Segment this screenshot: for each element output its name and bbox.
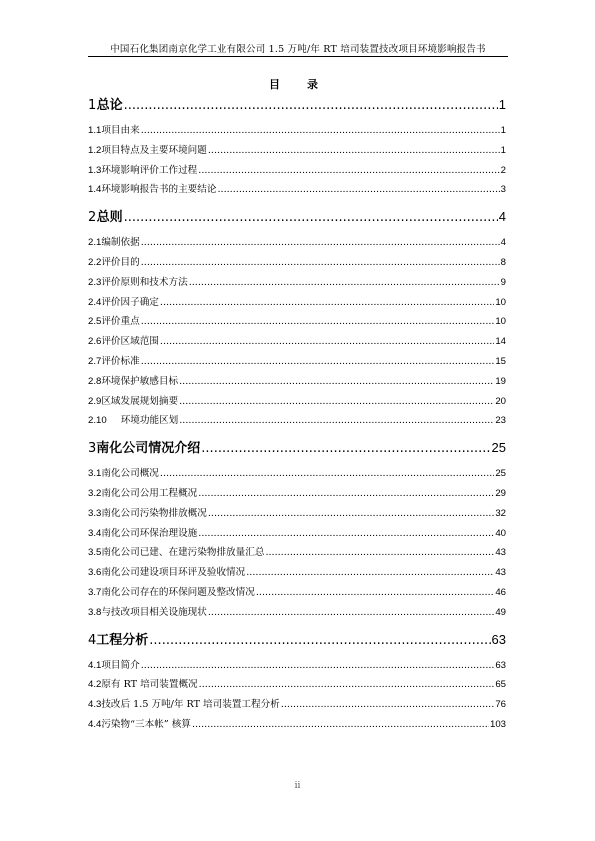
toc-leader-dots: [179, 372, 494, 392]
toc-entry-page: 10: [495, 296, 506, 308]
toc-leader-dots: [141, 233, 500, 253]
toc-leader-dots: [265, 543, 494, 563]
toc-section-entry[interactable]: [88, 161, 506, 181]
toc-section-entry[interactable]: [88, 273, 506, 293]
toc-entry-number: 3.3: [88, 507, 102, 519]
toc-entry-number: 4.4: [88, 718, 102, 730]
toc-entry-number: 2.5: [88, 316, 102, 328]
toc-entry-page: 15: [495, 355, 506, 367]
toc-entry-number: 3.2: [88, 487, 102, 499]
toc-entry-title: 评价因子确定: [101, 296, 159, 308]
toc-entry-number: 4.3: [88, 699, 102, 711]
toc-entry-number: 4.1: [88, 659, 102, 671]
toc-leader-dots: [201, 436, 490, 462]
toc-entry-page: 3: [500, 184, 506, 196]
toc-entry-title: 环境影响报告书的主要结论: [101, 184, 217, 196]
toc-chapter-entry[interactable]: [88, 627, 506, 653]
toc-leader-dots: [281, 695, 495, 715]
toc-entry-number: 1.1: [88, 125, 102, 136]
toc-section-entry[interactable]: [88, 695, 506, 715]
toc-entry-page: 19: [495, 375, 506, 387]
toc-entry-title: 南化公司污染物排放概况: [101, 507, 207, 519]
toc-entry-title: 南化公司建设项目环评及验收情况: [101, 567, 246, 579]
toc-section-entry[interactable]: [88, 332, 506, 352]
toc-leader-dots: [149, 628, 490, 654]
toc-section-entry[interactable]: [88, 484, 506, 504]
toc-leader-dots: [124, 93, 498, 119]
toc-entry-page: 9: [500, 276, 506, 288]
toc-leader-dots: [199, 675, 495, 695]
toc-entry-page: 103: [489, 718, 506, 730]
toc-entry-number: 3.1: [88, 468, 102, 480]
toc-entry-page: 49: [495, 606, 506, 618]
toc-leader-dots: [198, 484, 494, 504]
toc-entry-page: 23: [495, 415, 506, 427]
toc-entry-number: 3.7: [88, 586, 102, 598]
toc-leader-dots: [217, 180, 499, 200]
toc-entry-number: 3: [88, 441, 97, 457]
toc-entry-number: 3.6: [88, 567, 102, 579]
toc-entry-title: 项目特点及主要环境问题: [101, 144, 207, 156]
toc-leader-dots: [189, 273, 500, 293]
toc-entry-page: 46: [495, 586, 506, 598]
toc-chapter-entry[interactable]: [88, 92, 506, 118]
toc-leader-dots: [124, 205, 498, 231]
toc-entry-number: 3.4: [88, 527, 102, 539]
toc-leader-dots: [192, 715, 489, 735]
toc-leader-dots: [160, 293, 494, 313]
toc-entry-title: 南化公司已建、在建污染物排放量汇总: [101, 547, 265, 559]
toc-entry-page: 32: [495, 507, 506, 519]
toc-section-entry[interactable]: [88, 392, 506, 412]
toc-section-entry[interactable]: [88, 233, 506, 253]
toc-section-entry[interactable]: [88, 411, 506, 431]
toc-entry-title: 技改后 1.5 万吨/年 RT 培司装置工程分析: [101, 699, 280, 711]
toc-entry-page: 63: [495, 659, 506, 671]
toc-entry-number: 2.2: [88, 256, 102, 268]
toc-section-entry[interactable]: [88, 253, 506, 273]
toc-section-entry[interactable]: [88, 524, 506, 544]
toc-entry-number: 1.2: [88, 144, 102, 156]
toc-entry-page: 63: [491, 631, 506, 647]
toc-entry-title: 项目由来: [101, 125, 140, 136]
toc-entry-number: 4: [88, 632, 97, 648]
toc-entry-title: 南化公司情况介绍: [96, 441, 201, 457]
toc-entry-title: 总论: [96, 98, 123, 113]
toc-leader-dots: [160, 464, 494, 484]
toc-entry-page: 76: [495, 699, 506, 711]
toc-section-entry[interactable]: [88, 293, 506, 313]
toc-section-entry[interactable]: [88, 603, 506, 623]
toc-section-entry[interactable]: [88, 563, 506, 583]
toc-entry-page: 25: [495, 468, 506, 480]
toc-entry-number: 2.9: [88, 395, 102, 407]
toc-section-entry[interactable]: [88, 121, 506, 141]
toc-leader-dots: [179, 392, 494, 412]
toc-leader-dots: [198, 524, 494, 544]
toc-chapter-entry[interactable]: [88, 435, 506, 461]
toc-entry-title: 评价目的: [101, 256, 140, 268]
toc-entry-number: 3.5: [88, 547, 102, 559]
toc-section-entry[interactable]: [88, 583, 506, 603]
toc-entry-number: 2.4: [88, 296, 102, 308]
toc-entry-number: 2.6: [88, 336, 102, 348]
toc-entry-title: 南化公司环保治理设施: [101, 527, 198, 539]
toc-entry-title: 项目简介: [101, 659, 140, 671]
toc-section-entry[interactable]: [88, 312, 506, 332]
toc-entry-number: 2.1: [88, 237, 102, 249]
toc-entry-title: 评价区域范围: [101, 336, 159, 348]
toc-entry-page: 10: [495, 316, 506, 328]
toc-entry-number: 2.7: [88, 355, 102, 367]
running-header: 中国石化集团南京化学工业有限公司 1.5 万吨/年 RT 培司装置技改项目环境影响报告书: [110, 44, 486, 55]
toc-leader-dots: [141, 121, 500, 141]
toc-entry-number: 4.2: [88, 679, 102, 691]
toc-section-entry[interactable]: [88, 352, 506, 372]
header-rule: [88, 56, 508, 57]
toc-section-entry[interactable]: [88, 180, 506, 200]
toc-section-entry[interactable]: [88, 372, 506, 392]
toc-leader-dots: [256, 583, 494, 603]
toc-entry-page: 14: [495, 336, 506, 348]
toc-section-entry[interactable]: [88, 675, 506, 695]
toc-chapter-entry[interactable]: [88, 204, 506, 230]
toc-entry-page: 65: [495, 679, 506, 691]
toc-entry-title: 环境保护敏感目标: [101, 375, 179, 387]
toc-entry-number: 2: [88, 210, 97, 226]
toc-leader-dots: [208, 603, 494, 623]
toc-leader-dots: [246, 563, 494, 583]
toc-section-entry[interactable]: [88, 464, 506, 484]
toc-entry-page: 25: [491, 440, 506, 456]
toc-leader-dots: [208, 504, 494, 524]
toc-entry-number: 2.3: [88, 276, 102, 288]
toc-entry-page: 1: [500, 144, 506, 156]
toc-entry-title: 原有 RT 培司装置概况: [101, 679, 198, 691]
toc-entry-title: 总则: [96, 210, 123, 226]
toc-entry-title: 评价标准: [101, 355, 140, 367]
toc-section-entry[interactable]: [88, 504, 506, 524]
toc-entry-title: 编制依据: [101, 237, 140, 249]
toc-entry-number: 2.10: [88, 415, 107, 427]
toc-leader-dots: [179, 411, 494, 431]
toc-entry-page: 4: [500, 237, 506, 249]
toc-entry-page: 1: [500, 125, 506, 136]
table-of-contents: [88, 92, 506, 735]
toc-entry-page: 2: [500, 164, 506, 176]
toc-entry-title: 南化公司概况: [101, 468, 159, 480]
page-number: ii: [294, 781, 301, 791]
toc-section-entry[interactable]: [88, 141, 506, 161]
toc-entry-title: 评价重点: [101, 316, 140, 328]
toc-entry-number: 3.8: [88, 606, 102, 618]
toc-entry-page: 29: [495, 487, 506, 499]
toc-leader-dots: [160, 332, 494, 352]
toc-entry-page: 43: [495, 567, 506, 579]
toc-entry-number: 1: [88, 98, 97, 113]
toc-entry-title: 污染物“三本帐” 核算: [101, 718, 191, 730]
toc-entry-title: 南化公司公用工程概况: [101, 487, 198, 499]
toc-title: 目 录: [269, 78, 326, 91]
toc-section-entry[interactable]: [88, 543, 506, 563]
toc-entry-title: 南化公司存在的环保问题及整改情况: [101, 586, 255, 598]
toc-entry-number: 1.4: [88, 184, 102, 196]
toc-entry-page: 43: [495, 547, 506, 559]
toc-entry-page: 1: [498, 97, 506, 112]
toc-entry-title: 与技改项目相关设施现状: [101, 606, 207, 618]
toc-entry-number: 1.3: [88, 164, 102, 176]
toc-leader-dots: [198, 161, 499, 181]
toc-section-entry[interactable]: [88, 656, 506, 676]
toc-entry-page: 40: [495, 527, 506, 539]
toc-section-entry[interactable]: [88, 715, 506, 735]
toc-leader-dots: [141, 352, 495, 372]
toc-entry-title: 环境影响评价工作过程: [101, 164, 198, 176]
toc-leader-dots: [141, 312, 495, 332]
toc-entry-title: 区域发展规划摘要: [101, 395, 179, 407]
toc-leader-dots: [208, 141, 500, 161]
toc-entry-page: 20: [495, 395, 506, 407]
toc-entry-page: 8: [500, 256, 506, 268]
toc-leader-dots: [141, 656, 495, 676]
toc-entry-title: 工程分析: [96, 632, 149, 648]
toc-entry-number: 2.8: [88, 375, 102, 387]
toc-entry-title: 评价原则和技术方法: [101, 276, 188, 288]
toc-entry-title: 环境功能区划: [120, 415, 179, 427]
toc-leader-dots: [141, 253, 500, 273]
toc-entry-page: 4: [498, 209, 506, 225]
